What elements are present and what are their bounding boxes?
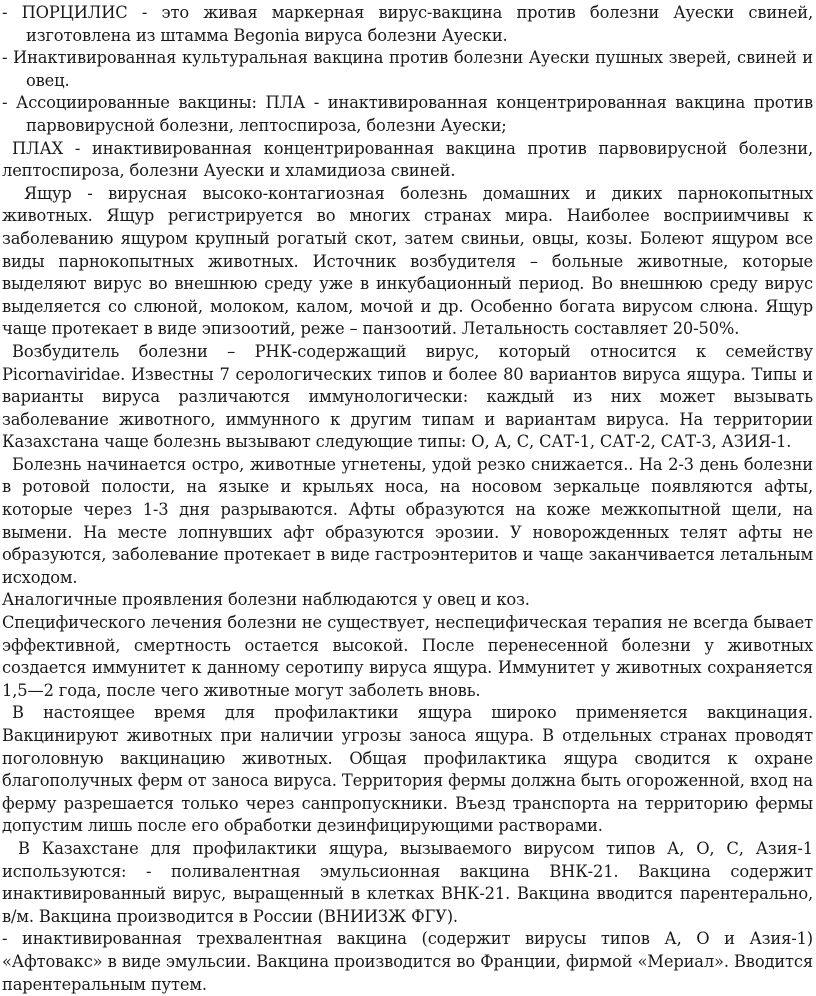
paragraph-disease-course: Болезнь начинается остро, животные угнетены, удой резко снижается.. На 2-3 день болезни в ротовой полости, на языке и крыльях носа, на носовом зеркальце появляются афты, которые через 1-3 дня разрываются. Афты образуются на коже межкопытной щели, на вымени. На месте лопнувших афт образуются эрозии. У новорожденных телят афты не образуются, заболевание протекает в виде гастроэнтеритов и чаще заканчивается летальным исходом.: [2, 454, 813, 587]
paragraph-associated-vaccines: - Ассоциированные вакцины: ПЛА - инактивированная концентрированная вакцина против парвовирусной болезни, лептоспироза, болезни Ауески;: [2, 93, 813, 135]
paragraph-pathogen: Возбудитель болезни – РНК-содержащий вирус, который относится к семейству Picornaviridae. Известны 7 серологических типов и более 80 вариантов вируса ящура. Типы и варианты вируса различаются иммунологически: каждый из них может вызывать заболевание животного, иммунного к другим типам и вариантам вируса. На территории Казахстана чаще болезнь вызывают следующие типы: О, А, С, САТ-1, САТ-2, САТ-3, АЗИЯ-1.: [2, 341, 813, 452]
paragraph-aftovax: - инактивированная трехвалентная вакцина (содержит вирусы типов А, О и Азия-1) «Афтовакс» в виде эмульсии. Вакцина производится во Франции, фирмой «Мериал». Вводится парентеральным путем.: [2, 929, 813, 994]
paragraph-inactivated-vaccine: - Инактивированная культуральная вакцина против болезни Ауески пушных зверей, свиней и овец.: [2, 48, 813, 90]
paragraph-vaccination: В настоящее время для профилактики ящура широко применяется вакцинация. Вакцинируют животных при наличии угрозы заноса ящура. В отдельных странах проводят поголовную вакцинацию животных. Общая профилактика ящура сводится к охране благополучных ферм от заноса вируса. Территория фермы должна быть огороженной, вход на ферму разрешается только через санпропускники. Въезд транспорта на территорию фермы допустим лишь после его обработки дезинфицирующими растворами.: [2, 703, 813, 836]
paragraph-treatment: Специфического лечения болезни не существует, неспецифическая терапия не всегда бывает эффективной, смертность остается высокой. После перенесенной болезни у животных создается иммунитет к данному серотипу вируса ящура. Иммунитет у животных сохраняется 1,5—2 года, после чего животные могут заболеть вновь.: [2, 613, 813, 700]
paragraph-foot-and-mouth: Ящур - вирусная высоко-контагиозная болезнь домашних и диких парнокопытных животных. Ящур регистрируется во многих странах мира. Наиболее восприимчивы к заболеванию ящуром крупный рогатый скот, затем свиньи, овцы, козы. Болеют ящуром все виды парнокопытных животных. Источник возбудителя – больные животные, которые выделяют вирус во внешнюю среду уже в инкубационный период. Во внешнюю среду вирус выделяется со слюной, молоком, калом, мочой и др. Особенно богата вирусом слюна. Ящур чаще протекает в виде эпизоотий, реже – панзоотий. Летальность составляет 20-50%.: [2, 183, 813, 339]
paragraph-kazakhstan-vaccines: В Казахстане для профилактики ящура, вызываемого вирусом типов А, О, С, Азия-1 используются: - поливалентная эмульсионная вакцина ВНК-21. Вакцина содержит инактивированный вирус, выращенный в клетках ВНК-21. Вакцина вводится парентерально, в/м. Вакцина производится в России (ВНИИЗЖ ФГУ).: [2, 838, 813, 926]
paragraph-porcilis: - ПОРЦИЛИС - это живая маркерная вирус-вакцина против болезни Ауески свиней, изготовлена из штамма Begonia вируса болезни Ауески.: [2, 3, 813, 45]
paragraph-sheep-goats: Аналогичные проявления болезни наблюдаются у овец и коз.: [2, 590, 530, 610]
paragraph-plah: ПЛАХ - инактивированная концентрированная вакцина против парвовирусной болезни, лептоспироза, болезни Ауески и хламидиоза свиней.: [2, 138, 813, 181]
